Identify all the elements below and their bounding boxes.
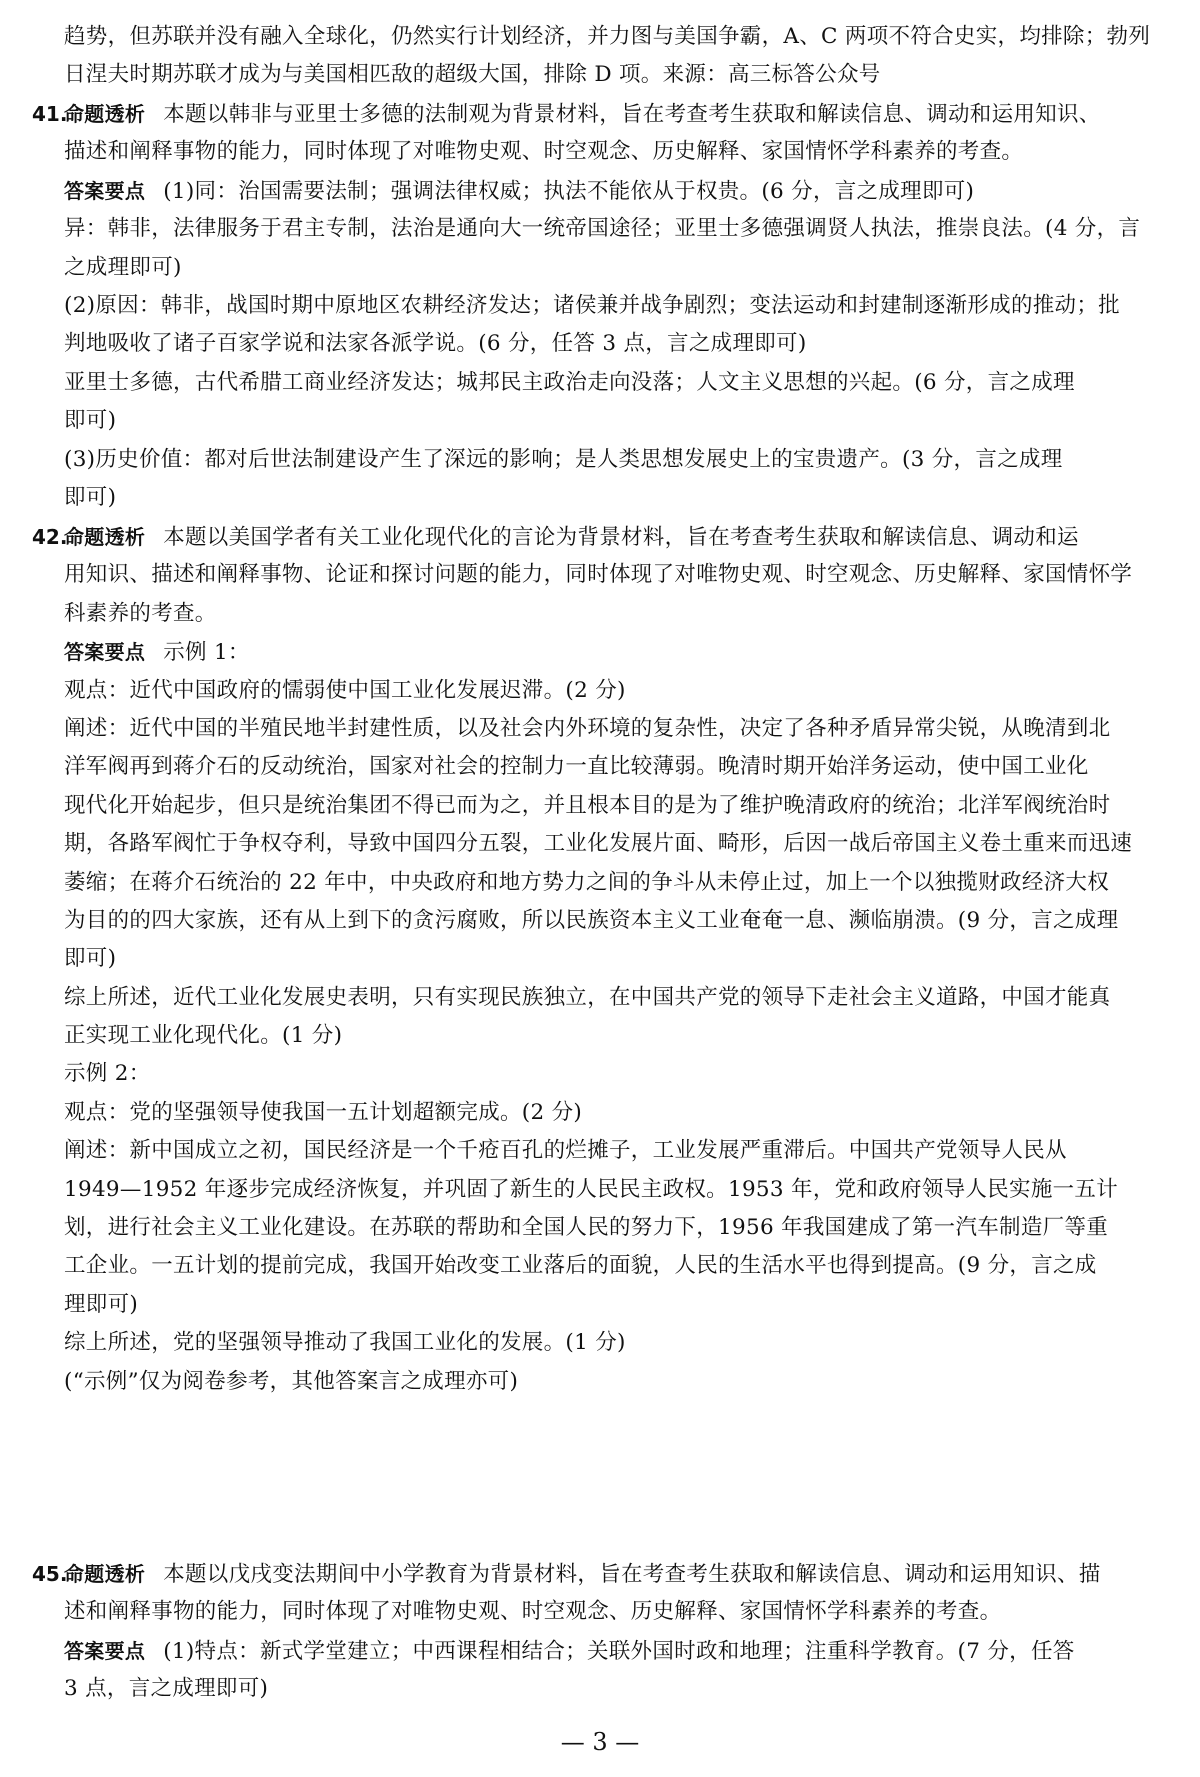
- text-line: 亚里士多德，古代希腊工商业经济发达；城邦民主政治走向没落；人文主义思想的兴起。(6 分，言之成理: [64, 369, 1075, 395]
- text-line: 之成理即可): [64, 254, 182, 280]
- question-number-41: 41.: [32, 102, 68, 126]
- analysis-text: 本题以美国学者有关工业化现代化的言论为背景材料，旨在考查考生获取和解读信息、调动和运: [163, 525, 1079, 550]
- text-line: 观点：近代中国政府的懦弱使中国工业化发展迟滞。(2 分): [64, 677, 626, 703]
- text-line: 划，进行社会主义工业化建设。在苏联的帮助和全国人民的努力下，1956 年我国建成了第一汽车制造厂等重: [64, 1215, 1109, 1241]
- answer-label: 答案要点: [64, 1638, 146, 1663]
- text-line: 即可): [64, 408, 117, 434]
- text-line: 现代化开始起步，但只是统治集团不得已而为之，并且根本目的是为了维护晚清政府的统治；北洋军阀统治时: [64, 792, 1111, 818]
- analysis-label: 命题透析: [64, 525, 146, 549]
- text-line: 科素养的考查。: [64, 600, 217, 626]
- text-line: 为目的的四大家族，还有从上到下的贪污腐败，所以民族资本主义工业奄奄一息、濒临崩溃。(9 分，言之成理: [64, 907, 1119, 933]
- text-line: (3)历史价值：都对后世法制建设产生了深远的影响；是人类思想发展史上的宝贵遗产。(3 分，言之成理: [64, 446, 1063, 472]
- analysis-label: 命题透析: [64, 102, 146, 126]
- analysis-line: [64, 1555, 1162, 1593]
- text-line: 综上所述，近代工业化发展史表明，只有实现民族独立，在中国共产党的领导下走社会主义道路，中国才能真: [64, 984, 1111, 1010]
- analysis-text: 本题以戊戌变法期间中小学教育为背景材料，旨在考查考生获取和解读信息、调动和运用知识、描: [163, 1562, 1101, 1587]
- answer-line: [64, 172, 1162, 210]
- text-line: 判地吸收了诸子百家学说和法家各派学说。(6 分，任答 3 点，言之成理即可): [64, 331, 807, 357]
- analysis-text: 本题以韩非与亚里士多德的法制观为背景材料，旨在考查考生获取和解读信息、调动和运用知识、: [163, 102, 1101, 127]
- text-line: 阐述：近代中国的半殖民地半封建性质，以及社会内外环境的复杂性，决定了各种矛盾异常尖锐，从晚清到北: [64, 715, 1111, 741]
- text-line: 描述和阐释事物的能力，同时体现了对唯物史观、时空观念、历史解释、家国情怀学科素养的考查。: [64, 139, 1024, 165]
- answer-label: 答案要点: [64, 640, 146, 665]
- text-line: 综上所述，党的坚强领导推动了我国工业化的发展。(1 分): [64, 1330, 626, 1356]
- analysis-line: [64, 95, 1162, 133]
- analysis-label: 命题透析: [64, 1562, 146, 1586]
- text-line: 即可): [64, 484, 117, 510]
- text-line: 即可): [64, 946, 117, 972]
- text-line: 阐述：新中国成立之初，国民经济是一个千疮百孔的烂摊子，工业发展严重滞后。中国共产党领导人民从: [64, 1138, 1067, 1164]
- text-line: (2)原因：韩非，战国时期中原地区农耕经济发达；诸侯兼并战争剧烈；变法运动和封建制逐渐形成的推动；批: [64, 292, 1120, 318]
- text-line: (“示例”仅为阅卷参考，其他答案言之成理亦可): [64, 1368, 519, 1394]
- text-line: 1949—1952 年逐步完成经济恢复，并巩固了新生的人民民主政权。1953 年，党和政府领导人民实施一五计: [64, 1176, 1119, 1202]
- example-2-label: 示例 2：: [64, 1061, 151, 1087]
- question-41: [64, 95, 1162, 517]
- text-line: 趋势，但苏联并没有融入全球化，仍然实行计划经济，并力图与美国争霸，A、C 两项不符合史实，均排除；勃列: [64, 24, 1151, 49]
- text-line: 理即可): [64, 1291, 139, 1317]
- text-line: 日涅夫时期苏联才成为与美国相匹敌的超级大国，排除 D 项。来源：高三标答公众号: [64, 62, 881, 88]
- answer-line: [64, 633, 1162, 671]
- text-line: 期，各路军阀忙于争权夺利，导致中国四分五裂，工业化发展片面、畸形，后因一战后帝国主义卷土重来而迅速: [64, 831, 1133, 857]
- text-line: 用知识、描述和阐释事物、论证和探讨问题的能力，同时体现了对唯物史观、时空观念、历史解释、家国情怀学: [64, 562, 1133, 588]
- question-42: [64, 518, 1162, 1401]
- page-number: — 3 —: [560, 1728, 640, 1756]
- text-line: 工企业。一五计划的提前完成，我国开始改变工业落后的面貌，人民的生活水平也得到提高。(9 分，言之成: [64, 1253, 1097, 1279]
- question-45: [64, 1555, 1162, 1709]
- text-line: 异：韩非，法律服务于君主专制，法治是通向大一统帝国途径；亚里士多德强调贤人执法，推崇良法。(4 分，言: [64, 216, 1141, 242]
- text-line: 萎缩；在蒋介石统治的 22 年中，中央政府和地方势力之间的争斗从未停止过，加上一个以独揽财政经济大权: [64, 869, 1110, 895]
- analysis-line: [64, 518, 1162, 556]
- question-number-42: 42.: [32, 525, 68, 549]
- question-number-45: 45.: [32, 1562, 68, 1586]
- text-line: 述和阐释事物的能力，同时体现了对唯物史观、时空观念、历史解释、家国情怀学科素养的考查。: [64, 1599, 1002, 1625]
- top-continuation: [64, 18, 1162, 95]
- text-line: 洋军阀再到蒋介石的反动统治，国家对社会的控制力一直比较薄弱。晚清时期开始洋务运动，使中国工业化: [64, 754, 1089, 780]
- text-line: 正实现工业化现代化。(1 分): [64, 1023, 343, 1049]
- example-1-label: 示例 1：: [163, 640, 250, 666]
- text-line: 3 点，言之成理即可): [64, 1676, 269, 1702]
- answer-text: (1)特点：新式学堂建立；中西课程相结合；关联外国时政和地理；注重科学教育。(7 分，任答: [163, 1638, 1075, 1664]
- answer-line: [64, 1632, 1162, 1670]
- answer-text: (1)同：治国需要法制；强调法律权威；执法不能依从于权贵。(6 分，言之成理即可): [163, 178, 975, 204]
- answer-label: 答案要点: [64, 178, 146, 203]
- text-line: 观点：党的坚强领导使我国一五计划超额完成。(2 分): [64, 1099, 583, 1125]
